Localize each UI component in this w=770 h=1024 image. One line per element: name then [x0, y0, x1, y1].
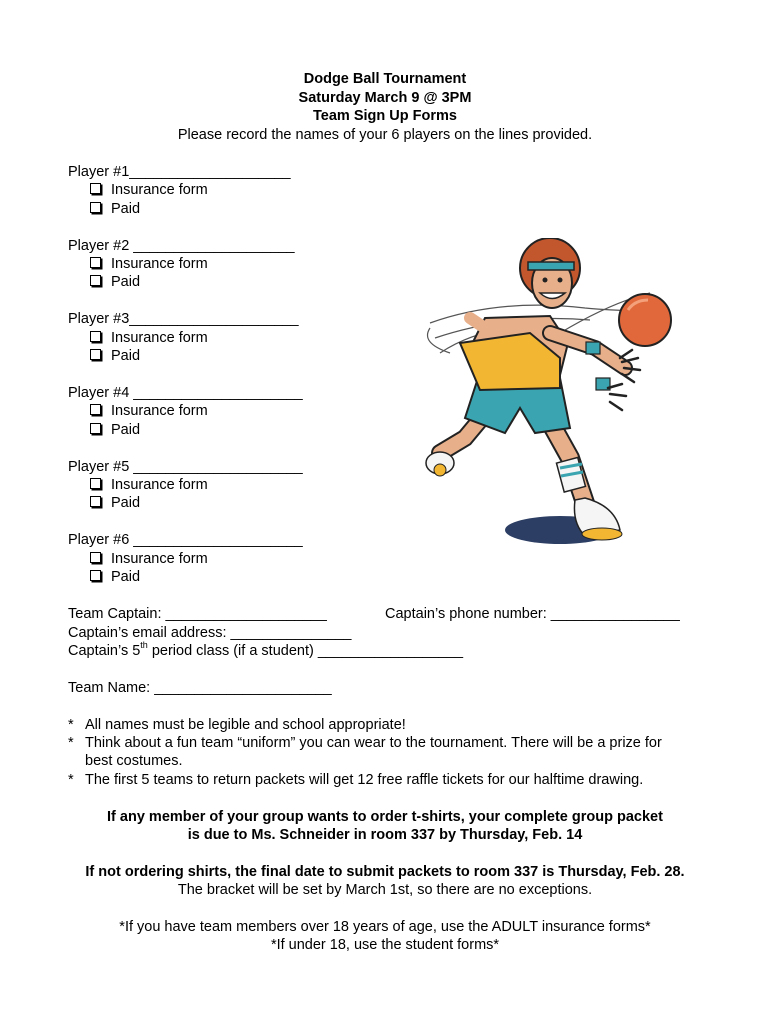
note-1: All names must be legible and school appropriate! — [85, 717, 406, 733]
player-6-insurance-checkbox[interactable] — [90, 550, 208, 568]
checkbox-label: Paid — [111, 422, 141, 438]
player-4-insurance-checkbox[interactable] — [90, 402, 208, 420]
player-3-paid-checkbox[interactable] — [90, 347, 140, 365]
checkbox-icon[interactable] — [90, 275, 101, 286]
insurance-note-line1: *If you have team members over 18 years of age, use the ADULT insurance forms* — [119, 919, 651, 935]
checkbox-icon[interactable] — [90, 570, 101, 581]
checkbox-icon[interactable] — [90, 496, 101, 507]
captain-phone-field[interactable]: Captain’s phone number: ________________ — [385, 606, 680, 622]
checkbox-icon[interactable] — [90, 552, 101, 563]
checkbox-label: Insurance form — [111, 477, 208, 493]
player-2-paid-checkbox[interactable] — [90, 273, 140, 291]
final-deadline-line1: If not ordering shirts, the final date to submit packets to room 337 is Thursday, Feb. 28. — [85, 864, 685, 880]
note-bullet: * — [68, 717, 74, 733]
note-2: Think about a fun team “uniform” you can wear to the tournament. There will be a prize for — [85, 735, 662, 751]
captain-email-field[interactable]: Captain’s email address: _______________ — [68, 625, 352, 641]
note-bullet: * — [68, 735, 74, 751]
player-2-insurance-checkbox[interactable] — [90, 255, 208, 273]
player-6-line[interactable]: Player #6 _____________________ — [68, 532, 303, 548]
checkbox-label: Paid — [111, 201, 141, 217]
captain-class-label: Captain’s 5 — [68, 643, 141, 659]
note-bullet: * — [68, 772, 74, 788]
form-title: Team Sign Up Forms — [313, 108, 457, 124]
captain-class-field[interactable] — [68, 642, 463, 660]
insurance-note-line2: *If under 18, use the student forms* — [270, 937, 500, 953]
checkbox-label: Insurance form — [111, 182, 208, 198]
tshirt-deadline-line2: is due to Ms. Schneider in room 337 by Thursday, Feb. 14 — [187, 827, 583, 843]
checkbox-label: Insurance form — [111, 256, 208, 272]
player-3-insurance-checkbox[interactable] — [90, 329, 208, 347]
player-5-paid-checkbox[interactable] — [90, 494, 140, 512]
checkbox-icon[interactable] — [90, 257, 101, 268]
player-5-line[interactable]: Player #5 _____________________ — [68, 459, 303, 475]
team-name-field[interactable]: Team Name: ______________________ — [68, 680, 332, 696]
team-captain-field[interactable]: Team Captain: ____________________ — [68, 606, 327, 622]
checkbox-icon[interactable] — [90, 331, 101, 342]
tshirt-deadline-line1: If any member of your group wants to order t-shirts, your complete group packet — [107, 809, 663, 825]
note-3: The first 5 teams to return packets will get 12 free raffle tickets for our halftime drawing. — [85, 772, 644, 788]
player-1-insurance-checkbox[interactable] — [90, 181, 208, 199]
event-date: Saturday March 9 @ 3PM — [298, 90, 472, 106]
player-4-paid-checkbox[interactable] — [90, 421, 140, 439]
player-2-line[interactable]: Player #2 ____________________ — [68, 238, 295, 254]
player-6-paid-checkbox[interactable] — [90, 568, 140, 586]
player-3-line[interactable]: Player #3_____________________ — [68, 311, 299, 327]
checkbox-label: Insurance form — [111, 330, 208, 346]
checkbox-label: Insurance form — [111, 551, 208, 567]
checkbox-icon[interactable] — [90, 423, 101, 434]
final-deadline-line2: The bracket will be set by March 1st, so there are no exceptions. — [177, 882, 593, 898]
instruction-text: Please record the names of your 6 players on the lines provided. — [177, 127, 593, 143]
player-4-line[interactable]: Player #4 _____________________ — [68, 385, 303, 401]
checkbox-label: Paid — [111, 274, 141, 290]
checkbox-icon[interactable] — [90, 183, 101, 194]
player-5-insurance-checkbox[interactable] — [90, 476, 208, 494]
checkbox-label: Insurance form — [111, 403, 208, 419]
checkbox-icon[interactable] — [90, 478, 101, 489]
checkbox-icon[interactable] — [90, 202, 101, 213]
title: Dodge Ball Tournament — [303, 71, 467, 87]
ordinal-suffix: th — [140, 640, 148, 651]
dodgeball-ball — [619, 294, 671, 346]
checkbox-label: Paid — [111, 348, 141, 364]
dodgeball-player-illustration — [410, 238, 690, 558]
note-2-continued: best costumes. — [85, 753, 183, 769]
captain-class-label-rest: period class (if a student) __________________ — [147, 643, 464, 659]
player-1-line[interactable]: Player #1____________________ — [68, 164, 291, 180]
headband — [528, 262, 574, 270]
checkbox-icon[interactable] — [90, 349, 101, 360]
player-1-paid-checkbox[interactable] — [90, 200, 140, 218]
checkbox-label: Paid — [111, 495, 141, 511]
checkbox-label: Paid — [111, 569, 141, 585]
checkbox-icon[interactable] — [90, 404, 101, 415]
